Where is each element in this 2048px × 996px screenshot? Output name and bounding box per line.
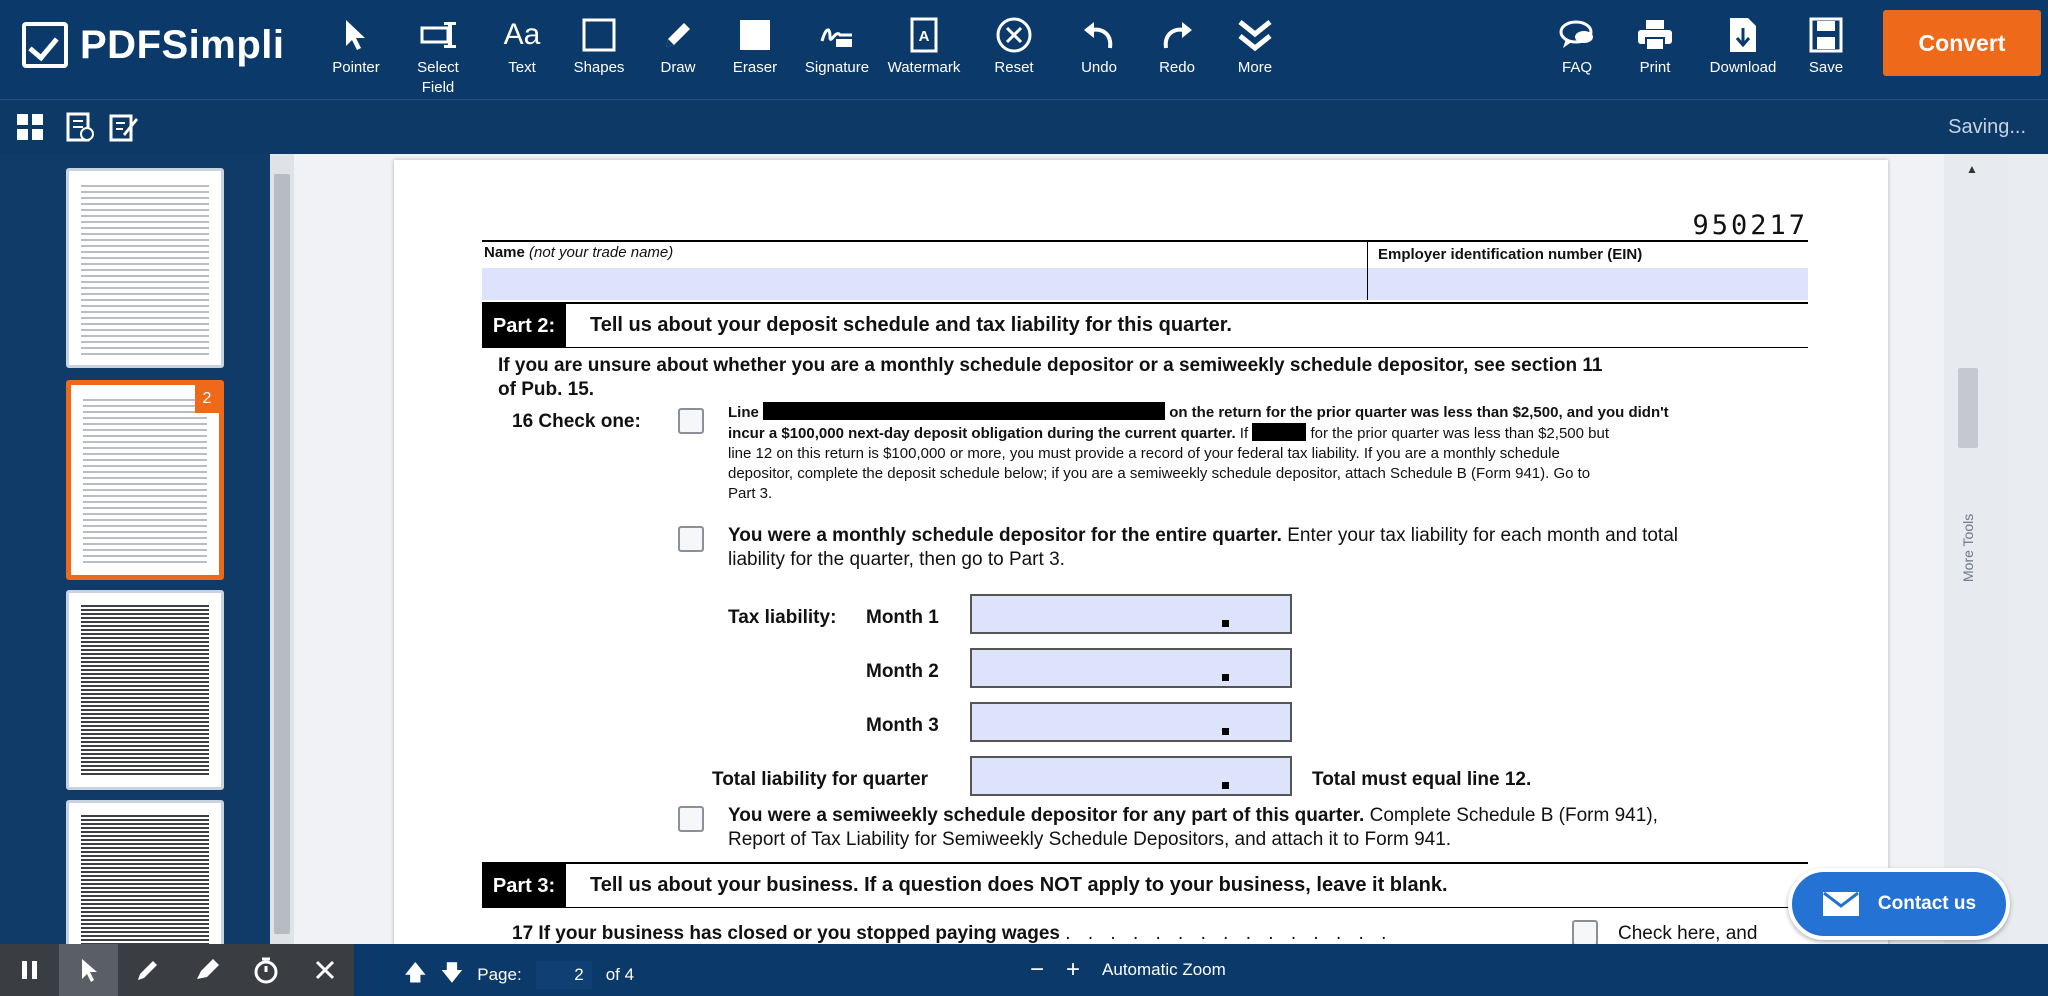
download-button[interactable]	[1707, 12, 1779, 98]
document-viewer	[294, 154, 2008, 944]
thumbnail-preview	[81, 603, 209, 777]
total-liability-input[interactable]	[970, 756, 1292, 796]
redo-icon	[1158, 12, 1196, 58]
tool-label: Pointer	[332, 59, 380, 76]
thumbnail-scrollbar[interactable]	[270, 154, 294, 944]
decimal-point	[1222, 674, 1229, 681]
page-thumbnail-3[interactable]	[66, 590, 224, 790]
eraser-icon	[737, 12, 773, 58]
contact-us-button[interactable]	[1788, 868, 2010, 940]
form-number: 950217	[1692, 210, 1808, 241]
top-toolbar	[0, 0, 2048, 99]
page-thumbnail-1[interactable]	[66, 168, 224, 368]
ein-label: Employer identification number (EIN)	[1378, 246, 1643, 263]
cursor-icon[interactable]	[59, 944, 118, 996]
next-page-arrow-icon[interactable]: 🡇	[440, 960, 464, 985]
decimal-point	[1222, 782, 1229, 789]
watermark-tool-button[interactable]	[888, 12, 960, 98]
page-thumbnail-2[interactable]	[66, 380, 224, 580]
scrollbar-thumb[interactable]	[274, 174, 290, 934]
tool-label: Eraser	[732, 59, 778, 76]
redacted-text	[763, 402, 1165, 420]
checkbox-business-closed[interactable]	[1572, 920, 1598, 944]
save-button[interactable]	[1790, 12, 1862, 98]
thumbnail-preview	[83, 395, 207, 565]
highlighter-icon[interactable]	[177, 944, 236, 996]
svg-text:A: A	[918, 28, 930, 45]
option-2-text: You were a monthly schedule depositor for the entire quarter. Enter your tax liability for each month and total liability for the quarter, then go to Part 3.	[728, 525, 1678, 570]
page-count: of 4	[605, 965, 635, 984]
text-aa-icon: Aa	[503, 18, 541, 51]
option-1-text: Line on the return for the prior quarter was less than $2,500, and you didn't incur a $100,000 next-day deposit obligation during the current quarter. If for the prior quarter was less than $2,500 but line 12 on this return is $100,000 or more, you must provide a record of your federal tax liability. If you are a monthly schedule depositor, complete the deposit schedule below; if you are a semiweekly schedule depositor, attach Schedule B (Form 941). Go to Part 3.	[728, 404, 1669, 502]
line-16-label: 16 Check one:	[512, 411, 641, 432]
grid-view-icon[interactable]	[12, 109, 48, 145]
page-settings-icon[interactable]	[62, 109, 98, 145]
name-field-cell	[482, 242, 1368, 300]
pen-icon[interactable]	[118, 944, 177, 996]
month-2-input[interactable]	[970, 648, 1292, 688]
checkbox-option-2[interactable]	[678, 526, 704, 552]
option-3-text: You were a semiweekly schedule depositor for any part of this quarter. Complete Schedule B (Form 941), Report of Tax Liability for Semiweekly Schedule Depositors, and attach it to Form 941.	[728, 805, 1658, 850]
page-number-input[interactable]	[536, 961, 592, 989]
watermark-icon	[909, 12, 939, 58]
close-icon[interactable]	[295, 944, 354, 996]
floppy-disk-icon	[1809, 12, 1843, 58]
zoom-level-select[interactable]: Automatic Zoom	[1102, 960, 1226, 979]
scroll-up-arrow-icon[interactable]: ▲	[1966, 162, 1978, 176]
timer-icon[interactable]	[236, 944, 295, 996]
edit-form-icon[interactable]	[106, 109, 142, 145]
faq-button[interactable]	[1541, 12, 1613, 98]
undo-icon	[1080, 12, 1118, 58]
annotation-mini-toolbar	[0, 944, 354, 996]
logo-text: PDFSimpli	[80, 22, 285, 67]
double-chevron-down-icon	[1236, 12, 1274, 58]
zoom-in-icon[interactable]: +	[1066, 956, 1081, 983]
circle-x-icon	[995, 12, 1033, 58]
scrollbar-thumb[interactable]	[1958, 368, 1978, 448]
active-page-badge: 2	[195, 385, 219, 413]
tool-label: Shapes	[573, 59, 625, 76]
document-scrollbar[interactable]	[1944, 154, 2008, 944]
tool-label: Download	[1709, 59, 1777, 76]
tool-label: More	[1237, 59, 1273, 76]
tool-label: FAQ	[1561, 59, 1592, 76]
pointer-tool-button[interactable]	[320, 12, 392, 98]
saving-status: Saving...	[1948, 116, 2026, 138]
signature-icon	[818, 12, 856, 58]
part-3-title: Tell us about your business. If a question does NOT apply to your business, leave it blank.	[590, 874, 1448, 896]
download-file-icon	[1728, 12, 1758, 58]
pdf-page	[394, 160, 1888, 944]
logo-check-icon	[22, 22, 68, 68]
page-label: Page:	[477, 965, 522, 984]
page-thumbnails-panel	[0, 154, 270, 944]
previous-page-arrow-icon[interactable]: 🡅	[404, 960, 427, 985]
part-3-header	[482, 862, 1808, 908]
reset-tool-button[interactable]	[978, 12, 1050, 98]
month-1-label: Month 1	[866, 607, 939, 628]
name-input[interactable]	[482, 268, 1367, 300]
ein-field-cell	[1368, 242, 1808, 300]
checkbox-option-3[interactable]	[678, 806, 704, 832]
tool-label: Save	[1808, 59, 1844, 76]
redacted-text	[1252, 423, 1306, 441]
pause-icon[interactable]	[0, 944, 59, 996]
month-1-input[interactable]	[970, 594, 1292, 634]
tool-label: Reset	[994, 59, 1034, 76]
tool-label: Redo	[1159, 59, 1195, 76]
draw-tool-button[interactable]	[642, 12, 714, 98]
more-tools-tab[interactable]: More Tools	[1960, 513, 1976, 582]
tax-liability-label: Tax liability:	[728, 607, 837, 628]
zoom-controls	[1030, 956, 1226, 984]
arrow-pointer-icon	[343, 12, 369, 58]
convert-button[interactable]: Convert	[1883, 10, 2041, 76]
month-3-label: Month 3	[866, 715, 939, 736]
more-tool-button[interactable]	[1219, 12, 1291, 98]
text-tool-button[interactable]	[486, 12, 558, 98]
bottom-toolbar	[0, 944, 2048, 996]
undo-tool-button[interactable]	[1063, 12, 1135, 98]
tool-label: Signature	[804, 59, 870, 76]
tool-label: Select Field	[417, 59, 459, 96]
app-logo[interactable]	[22, 22, 285, 68]
part-2-intro-line-1: If you are unsure about whether you are a monthly schedule depositor or a semiweekly schedule depositor, see section 11	[498, 355, 1603, 376]
name-ein-row	[482, 240, 1808, 300]
tool-label: Print	[1639, 59, 1671, 76]
line-17-label: 17 If your business has closed or you stopped paying wages . . . . . . . . . . . . . . .	[512, 923, 1393, 944]
page-navigation	[404, 956, 634, 994]
select-field-tool-button[interactable]	[402, 12, 474, 98]
name-label: Name (not your trade name)	[484, 244, 674, 261]
chat-bubbles-icon	[1558, 12, 1596, 58]
contact-us-label: Contact us	[1877, 893, 1977, 914]
pencil-icon	[660, 12, 696, 58]
printer-icon	[1636, 12, 1674, 58]
envelope-icon	[1822, 891, 1860, 917]
total-liability-label: Total liability for quarter	[712, 769, 929, 790]
line-17-check-text: Check here, and	[1618, 923, 1758, 944]
total-note: Total must equal line 12.	[1312, 769, 1532, 790]
part-2-header	[482, 302, 1808, 348]
secondary-toolbar	[0, 99, 2048, 154]
part-2-tag: Part 2:	[482, 304, 566, 348]
eraser-tool-button[interactable]	[719, 12, 791, 98]
thumbnail-preview	[81, 181, 209, 355]
part-3-tag: Part 3:	[482, 864, 566, 908]
part-2-title: Tell us about your deposit schedule and tax liability for this quarter.	[590, 314, 1232, 336]
decimal-point	[1222, 620, 1229, 627]
part-2-intro-line-2: of Pub. 15.	[498, 379, 595, 400]
checkbox-option-1[interactable]	[678, 408, 704, 434]
square-icon	[581, 12, 617, 58]
ein-input[interactable]	[1368, 268, 1808, 300]
tool-label: Undo	[1081, 59, 1117, 76]
tool-label: Draw	[660, 59, 696, 76]
print-button[interactable]	[1619, 12, 1691, 98]
tool-label: Text	[508, 59, 536, 76]
tool-label: Watermark	[887, 59, 961, 76]
redo-tool-button[interactable]	[1141, 12, 1213, 98]
select-field-icon	[420, 12, 456, 58]
zoom-out-icon[interactable]: −	[1030, 956, 1045, 983]
month-3-input[interactable]	[970, 702, 1292, 742]
decimal-point	[1222, 728, 1229, 735]
month-2-label: Month 2	[866, 661, 939, 682]
shapes-tool-button[interactable]	[563, 12, 635, 98]
signature-tool-button[interactable]	[801, 12, 873, 98]
